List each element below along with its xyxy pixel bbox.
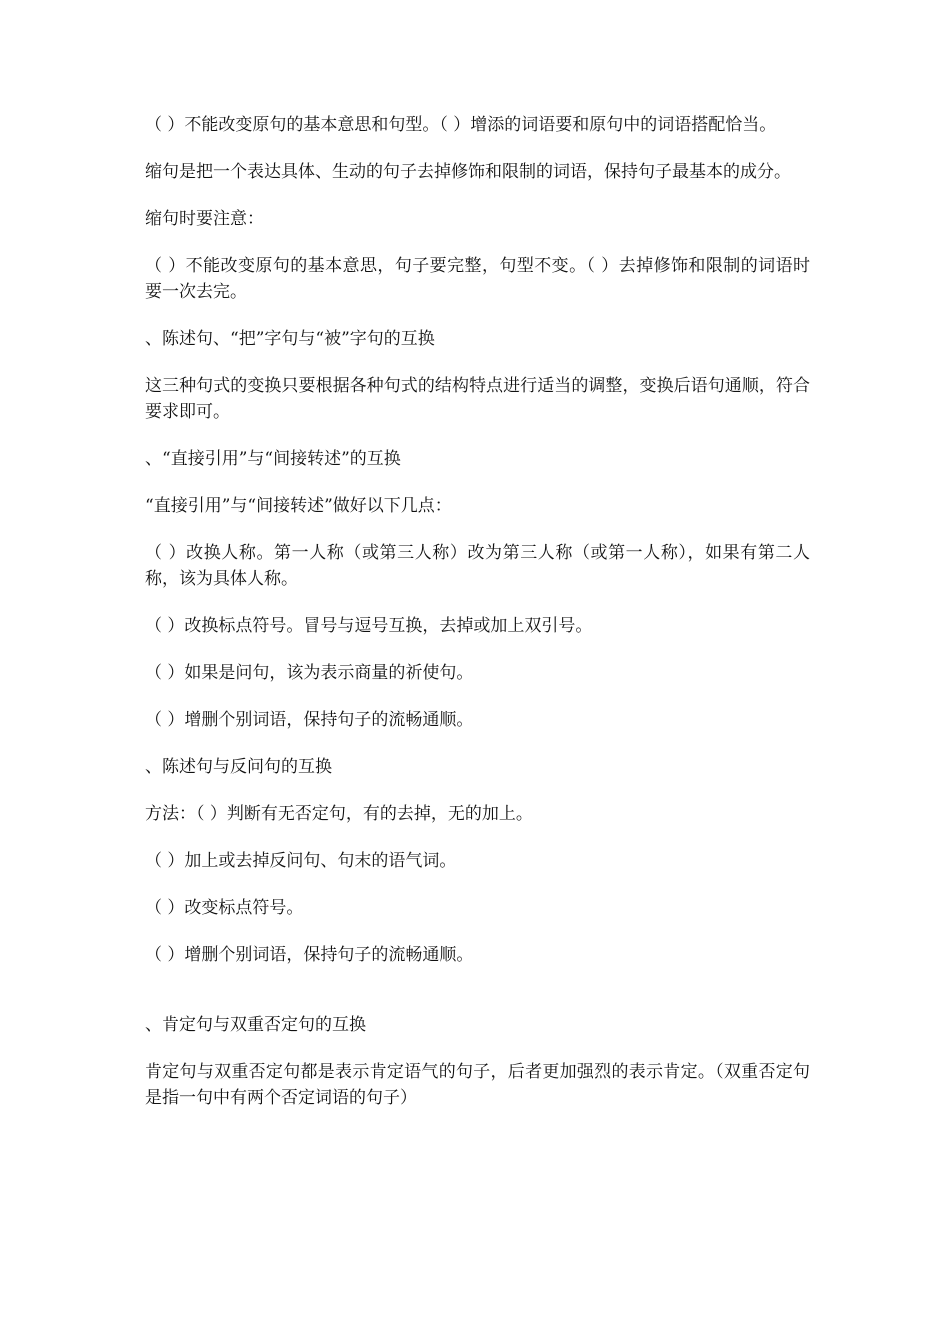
list-item-punctuation-change: （ ）改变标点符号。 [145, 898, 304, 918]
paragraph-condense-notes-heading: 缩句时要注意： [145, 209, 264, 229]
section-heading-direct-indirect: 、“直接引用”与“间接转述”的互换 [145, 449, 401, 469]
paragraph-condense-definition: 缩句是把一个表达具体、生动的句子去掉修饰和限制的词语，保持句子最基本的成分。 [145, 162, 791, 182]
paragraph-ba-bei-explanation: 这三种句式的变换只要根据各种句式的结构特点进行适当的调整，变换后语句通顺，符合要求即可。 [145, 376, 810, 422]
paragraph-expand-rules: （ ）不能改变原句的基本意思和句型。（ ）增添的词语要和原句中的词语搭配恰当。 [145, 115, 777, 135]
list-item-change-punctuation: （ ）改换标点符号。冒号与逗号互换，去掉或加上双引号。 [145, 616, 593, 636]
section-heading-rhetorical: 、陈述句与反问句的互换 [145, 757, 332, 777]
section-heading-ba-bei: 、陈述句、“把”字句与“被”字句的互换 [145, 329, 435, 349]
list-item-question-to-imperative: （ ）如果是问句，该为表示商量的祈使句。 [145, 663, 474, 683]
document-body [145, 112, 810, 1132]
list-item-modal-particles: （ ）加上或去掉反问句、句末的语气词。 [145, 851, 457, 871]
list-item-add-remove-words-2: （ ）增删个别词语，保持句子的流畅通顺。 [145, 945, 474, 965]
list-item-change-person: （ ）改换人称。第一人称（或第三人称）改为第三人称（或第一人称），如果有第二人称，该为具体人称。 [145, 543, 810, 589]
list-item-add-remove-words: （ ）增删个别词语，保持句子的流畅通顺。 [145, 710, 474, 730]
paragraph-condense-rules: （ ）不能改变原句的基本意思，句子要完整，句型不变。（ ）去掉修饰和限制的词语时要一次去完。 [145, 256, 810, 302]
paragraph-direct-indirect-intro: “直接引用”与“间接转述”做好以下几点： [145, 496, 452, 516]
section-heading-double-negative: 、肯定句与双重否定句的互换 [145, 1015, 366, 1035]
paragraph-double-negative-explanation: 肯定句与双重否定句都是表示肯定语气的句子，后者更加强烈的表示肯定。（双重否定句是指一句中有两个否定词语的句子） [145, 1062, 810, 1108]
list-item-method-negation: 方法：（ ）判断有无否定句，有的去掉，无的加上。 [145, 804, 533, 824]
